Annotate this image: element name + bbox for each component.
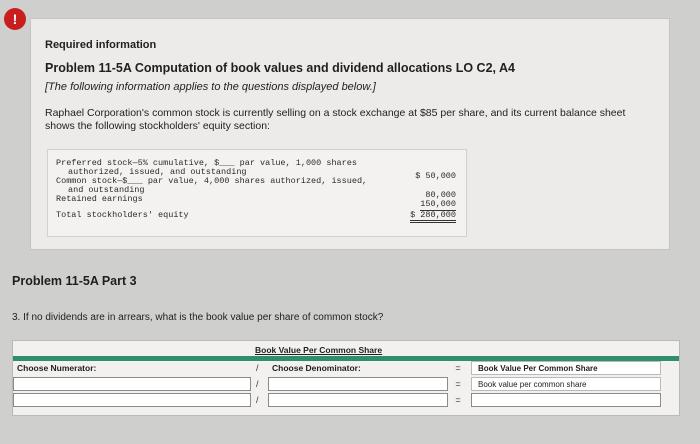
equity-line-preferred: Preferred stock—5% cumulative, $___ par value, 1,000 shares [56, 158, 357, 168]
divide-sign: / [256, 395, 259, 405]
required-info-panel [30, 18, 670, 250]
calc-header: Book Value Per Common Share [255, 345, 383, 355]
required-info-heading: Required information [45, 39, 157, 51]
book-value-calc-table [12, 340, 680, 416]
result-label: Book value per common share [471, 377, 661, 391]
equity-line-retained: Retained earnings [56, 194, 143, 204]
result-header: Book Value Per Common Share [471, 361, 661, 375]
part-title: Problem 11-5A Part 3 [12, 274, 137, 288]
equity-line-preferred-2: authorized, issued, and outstanding [68, 167, 247, 177]
divide-sign: / [256, 363, 259, 373]
numerator-label: Choose Numerator: [17, 363, 97, 373]
equals-sign: = [455, 363, 461, 373]
calc-row-input-1 [13, 377, 679, 391]
equity-line-common: Common stock—$___ par value, 4,000 shares authorized, issued, [56, 176, 368, 186]
amount-total: $ 280,000 [410, 210, 456, 223]
amount-preferred: $ 50,000 [415, 171, 456, 181]
amount-common: 80,000 [425, 190, 456, 200]
divide-sign: / [256, 379, 259, 389]
numerator-input-2[interactable] [13, 393, 251, 407]
equals-sign: = [455, 379, 461, 389]
denominator-input[interactable] [268, 377, 448, 391]
equity-line-total: Total stockholders' equity [56, 210, 189, 220]
equity-line-common-2: and outstanding [68, 185, 145, 195]
result-input[interactable] [471, 393, 661, 407]
denominator-input-2[interactable] [268, 393, 448, 407]
amount-retained: 150,000 [420, 199, 456, 209]
numerator-input[interactable] [13, 377, 251, 391]
calc-row-input-2 [13, 393, 679, 407]
question-text: 3. If no dividends are in arrears, what is the book value per share of common stock? [12, 312, 384, 323]
denominator-label: Choose Denominator: [272, 363, 361, 373]
calc-row-labels [13, 361, 679, 375]
equity-section [47, 149, 467, 237]
intro-text: Raphael Corporation's common stock is currently selling on a stock exchange at $85 per share, and its current balance sheet shows the following stockholders' equity section: [45, 107, 626, 132]
equals-sign: = [455, 395, 461, 405]
alert-icon: ! [4, 8, 26, 30]
info-note: [The following information applies to the questions displayed below.] [45, 81, 376, 93]
problem-title: Problem 11-5A Computation of book values and dividend allocations LO C2, A4 [45, 61, 515, 75]
